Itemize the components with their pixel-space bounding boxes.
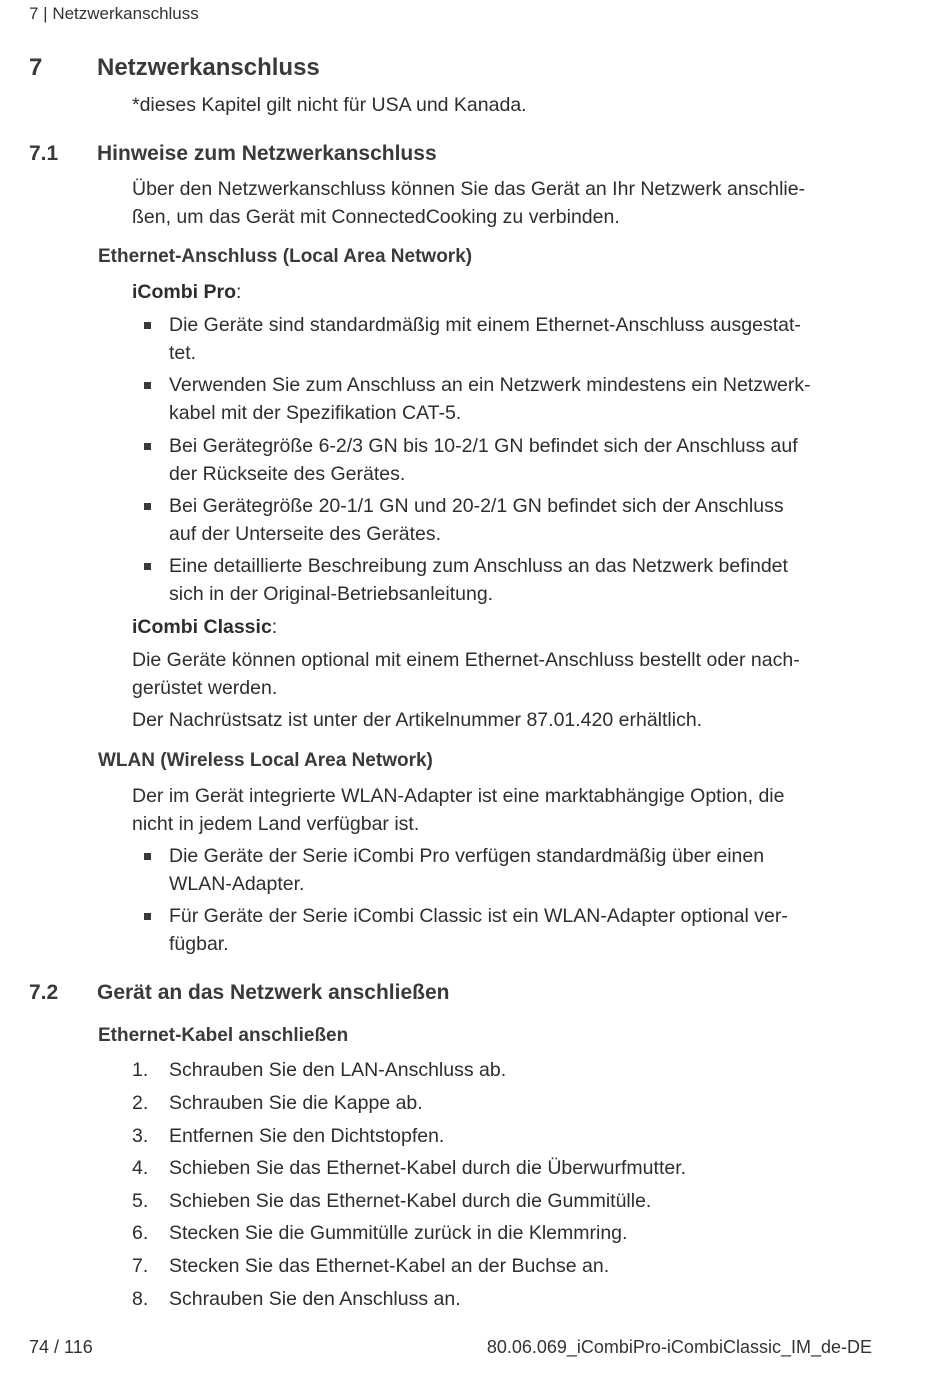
step-item xyxy=(132,1154,872,1182)
step-text: Schieben Sie das Ethernet-Kabel durch die Gummitülle. xyxy=(169,1190,652,1212)
step-number: 7. xyxy=(132,1255,149,1277)
step-item xyxy=(132,1285,872,1313)
text-line: Über den Netzwerkanschluss können Sie das Gerät an Ihr Netzwerk anschlie- xyxy=(132,178,806,200)
label-colon: : xyxy=(271,616,278,638)
icombi-pro-label xyxy=(132,278,872,306)
text-line: WLAN-Adapter. xyxy=(169,873,305,895)
bullet-item xyxy=(169,432,874,488)
section-title: Hinweise zum Netzwerkanschluss xyxy=(97,142,437,165)
step-number: 8. xyxy=(132,1288,149,1310)
text-line: Der im Gerät integrierte WLAN-Adapter ist eine marktabhängige Option, die xyxy=(132,785,785,807)
step-item xyxy=(132,1187,872,1215)
classic-description xyxy=(132,646,872,702)
bullet-item xyxy=(169,842,874,898)
text-line: gerüstet werden. xyxy=(132,677,278,699)
chapter-heading xyxy=(29,54,320,82)
text-line: Für Geräte der Serie iCombi Classic ist ein WLAN-Adapter optional ver- xyxy=(169,905,788,927)
step-item xyxy=(132,1056,872,1084)
step-number: 2. xyxy=(132,1092,149,1114)
bullet-item xyxy=(169,371,874,427)
text-line: Die Geräte der Serie iCombi Pro verfügen standardmäßig über einen xyxy=(169,845,765,867)
step-text: Schrauben Sie die Kappe ab. xyxy=(169,1092,423,1114)
text-line: sich in der Original-Betriebsanleitung. xyxy=(169,583,494,605)
page-number: 74 / 116 xyxy=(29,1337,93,1357)
section-number: 7.1 xyxy=(29,142,59,165)
text-line: Bei Gerätegröße 6-2/3 GN bis 10-2/1 GN befindet sich der Anschluss auf xyxy=(169,435,798,457)
bullet-item xyxy=(169,902,874,958)
chapter-title: Netzwerkanschluss xyxy=(97,54,320,81)
step-item xyxy=(132,1219,872,1247)
wlan-intro xyxy=(132,782,872,838)
step-item xyxy=(132,1252,872,1280)
step-number: 1. xyxy=(132,1059,149,1081)
chapter-number: 7 xyxy=(29,54,43,81)
text-line: der Rückseite des Gerätes. xyxy=(169,463,406,485)
product-name: iCombi Pro xyxy=(132,281,237,303)
ethernet-cable-heading: Ethernet-Kabel anschließen xyxy=(98,1025,349,1046)
step-text: Schrauben Sie den Anschluss an. xyxy=(169,1288,461,1310)
text-line: Die Geräte sind standardmäßig mit einem Ethernet-Anschluss ausgestat- xyxy=(169,314,801,336)
step-text: Stecken Sie die Gummitülle zurück in die Klemmring. xyxy=(169,1222,628,1244)
text-line: auf der Unterseite des Gerätes. xyxy=(169,523,442,545)
bullet-item xyxy=(169,492,874,548)
text-line: Eine detaillierte Beschreibung zum Anschluss an das Netzwerk befindet xyxy=(169,555,788,577)
ethernet-heading: Ethernet-Anschluss (Local Area Network) xyxy=(98,246,473,267)
section-heading-7-2 xyxy=(29,981,449,1005)
document-id: 80.06.069_iCombiPro-iCombiClassic_IM_de-DE xyxy=(486,1337,872,1357)
icombi-classic-label xyxy=(132,613,872,641)
bullet-item xyxy=(169,311,874,367)
step-text: Schrauben Sie den LAN-Anschluss ab. xyxy=(169,1059,507,1081)
step-number: 5. xyxy=(132,1190,149,1212)
step-text: Schieben Sie das Ethernet-Kabel durch die Überwurfmutter. xyxy=(169,1157,687,1179)
text-line: tet. xyxy=(169,342,197,364)
text-line: Bei Gerätegröße 20-1/1 GN und 20-2/1 GN befindet sich der Anschluss xyxy=(169,495,784,517)
step-number: 3. xyxy=(132,1125,149,1147)
step-item xyxy=(132,1122,872,1150)
text-line: Die Geräte können optional mit einem Ethernet-Anschluss bestellt oder nach- xyxy=(132,649,800,671)
product-name: iCombi Classic xyxy=(132,616,272,638)
label-colon: : xyxy=(236,281,242,303)
running-header: 7 | Netzwerkanschluss xyxy=(29,4,199,23)
wlan-heading: WLAN (Wireless Local Area Network) xyxy=(98,750,433,771)
text-line: Verwenden Sie zum Anschluss an ein Netzwerk mindestens ein Netzwerk- xyxy=(169,374,811,396)
text-line: kabel mit der Spezifikation CAT-5. xyxy=(169,402,462,424)
section-title: Gerät an das Netzwerk anschließen xyxy=(97,981,450,1004)
section-number: 7.2 xyxy=(29,981,59,1004)
step-text: Stecken Sie das Ethernet-Kabel an der Buchse an. xyxy=(169,1255,610,1277)
text-line: fügbar. xyxy=(169,933,229,955)
step-item xyxy=(132,1089,872,1117)
section-intro xyxy=(132,175,872,231)
text-line: ßen, um das Gerät mit ConnectedCooking zu verbinden. xyxy=(132,206,620,228)
step-number: 4. xyxy=(132,1157,149,1179)
text-line: nicht in jedem Land verfügbar ist. xyxy=(132,813,420,835)
chapter-note: *dieses Kapitel gilt nicht für USA und Kanada. xyxy=(132,94,527,116)
step-number: 6. xyxy=(132,1222,149,1244)
bullet-item xyxy=(169,552,874,608)
retrofit-note: Der Nachrüstsatz ist unter der Artikelnummer 87.01.420 erhältlich. xyxy=(132,709,703,731)
section-heading-7-1 xyxy=(29,142,437,166)
step-text: Entfernen Sie den Dichtstopfen. xyxy=(169,1125,445,1147)
